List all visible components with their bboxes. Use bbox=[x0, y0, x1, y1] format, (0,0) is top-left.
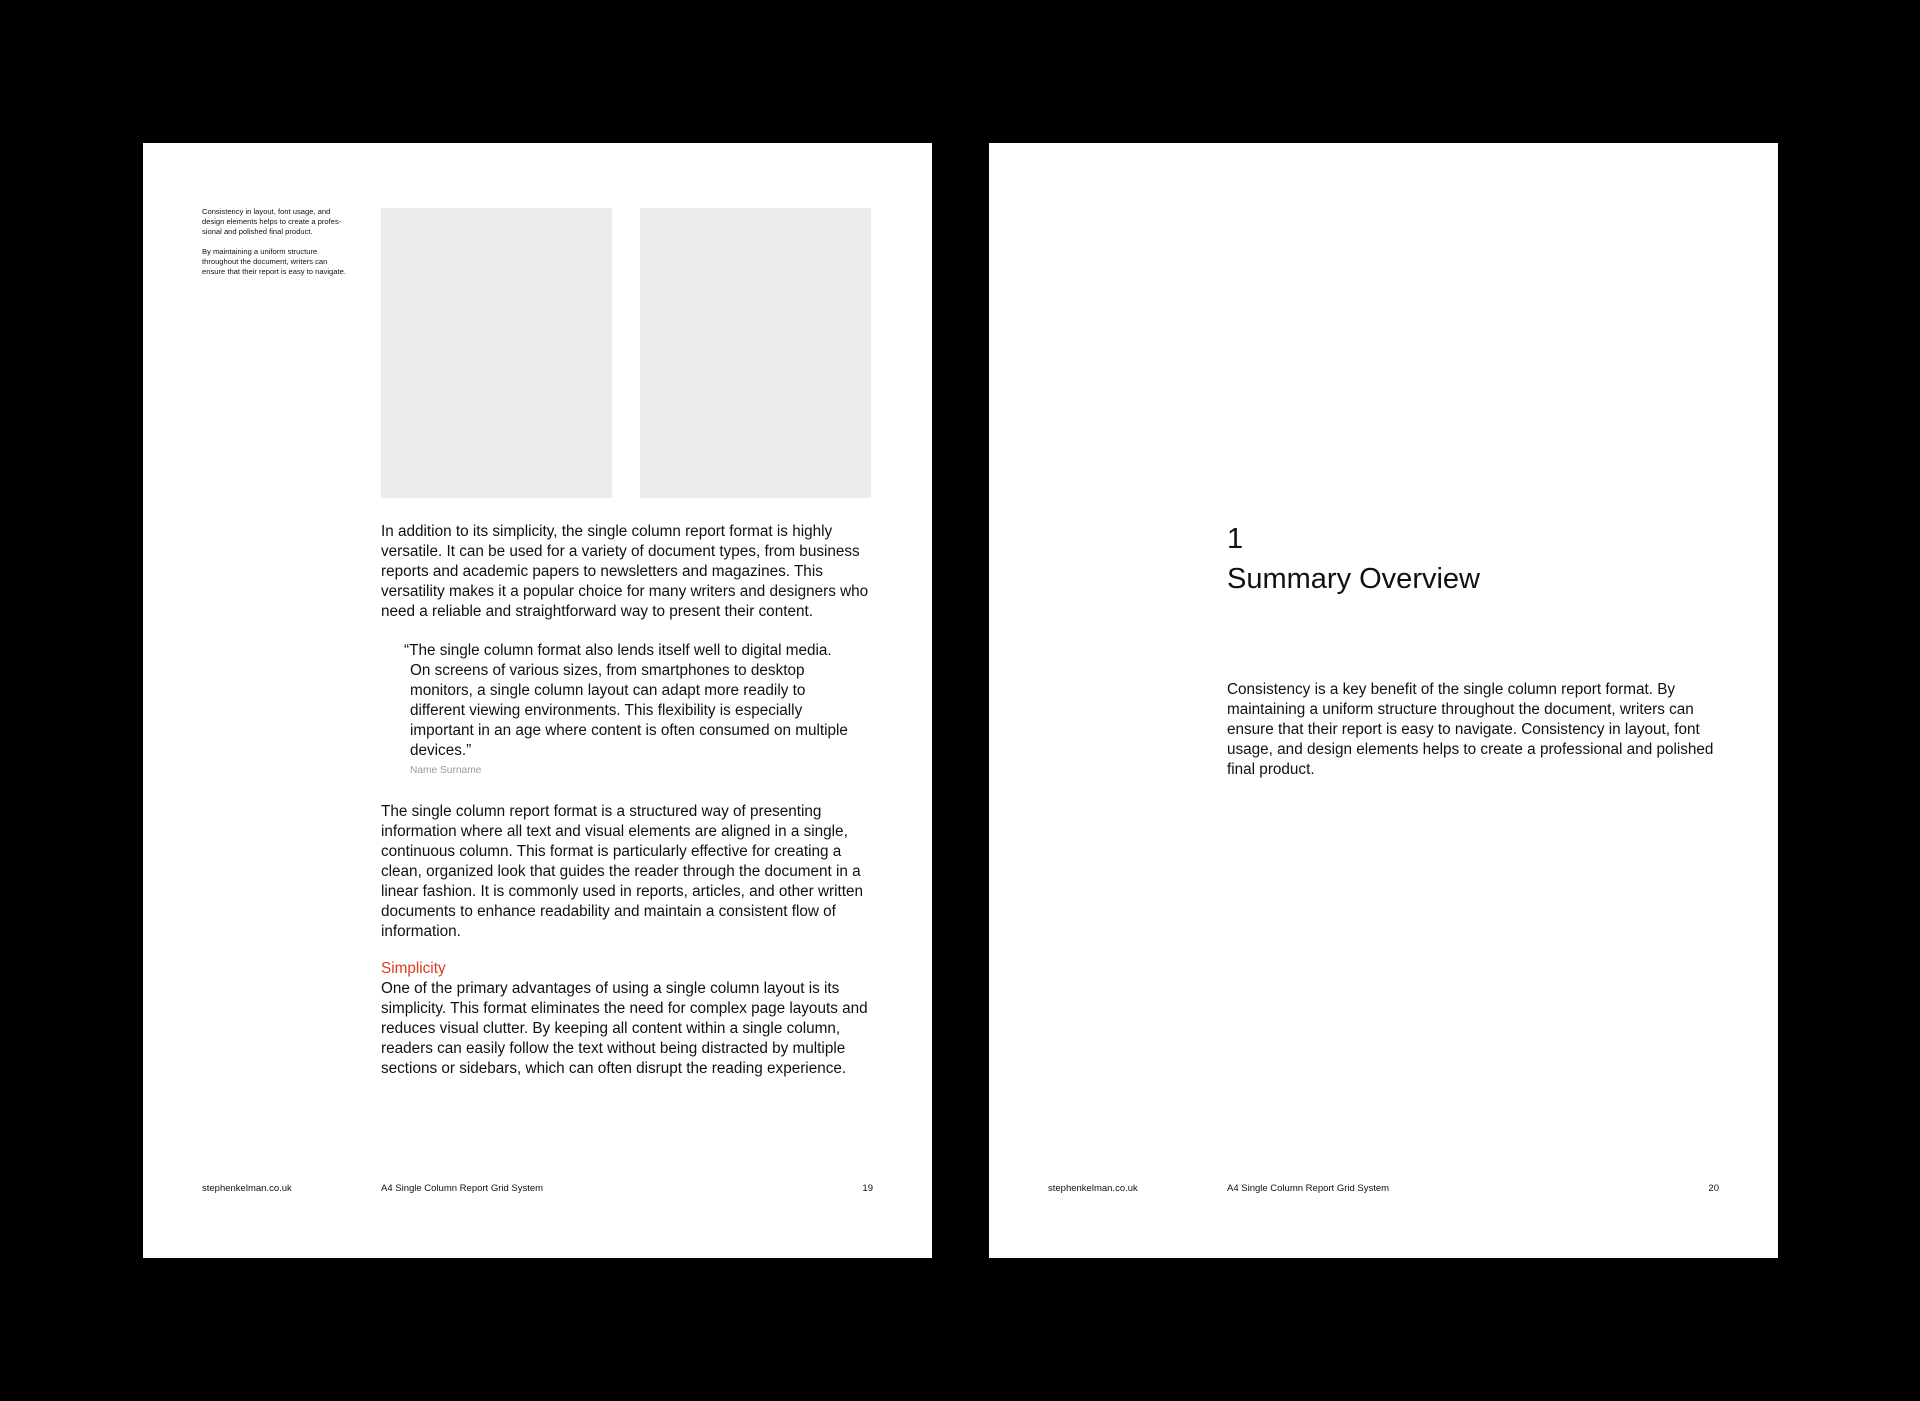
sidenote-paragraph-1: Consistency in layout, font usage, and design elements helps to create a profes-sional and polished final product. bbox=[202, 207, 342, 236]
chapter-heading bbox=[1227, 519, 1480, 599]
sidenote-paragraph-2: By maintaining a uniform structure throughout the document, writers can ensure that their report is easy to navigate. bbox=[202, 247, 346, 276]
footer-title: A4 Single Column Report Grid System bbox=[381, 1183, 544, 1194]
footer-page-number: 19 bbox=[862, 1183, 873, 1194]
footer-site: stephenkelman.co.uk bbox=[1048, 1183, 1138, 1194]
section-paragraph: One of the primary advantages of using a single column layout is its simplicity. This format eliminates the need for complex page layouts and reduces visual clutter. By keeping all content within a single column, readers can easily follow the text without being distracted by multiple sections or sidebars, which can often disrupt the reading experience. bbox=[381, 980, 868, 1077]
chapter-number: 1 bbox=[1227, 523, 1244, 555]
body-paragraph-1: In addition to its simplicity, the single column report format is highly versatile. It can be used for a variety of document types, from business reports and academic papers to newsletters and magazines. This versatility makes it a popular choice for many writers and designers who need a reliable and straightforward way to present their content. bbox=[381, 523, 869, 620]
quote-author: Name Surname bbox=[410, 765, 482, 776]
body-paragraph-2: The single column report format is a structured way of presenting information where all text and visual elements are aligned in a single, continuous column. This format is particularly effective for creating a clean, organized look that guides the reader through the document in a linear fashion. It is commonly used in reports, articles, and other written documents to enhance readability and maintain a consistent flow of information. bbox=[381, 803, 864, 940]
footer-title: A4 Single Column Report Grid System bbox=[1227, 1183, 1390, 1194]
chapter-title: Summary Overview bbox=[1227, 563, 1480, 595]
section-simplicity bbox=[381, 959, 876, 1079]
image-placeholder-1 bbox=[381, 208, 612, 498]
page-right bbox=[989, 143, 1778, 1258]
image-placeholder-2 bbox=[640, 208, 871, 498]
footer-page-number: 20 bbox=[1708, 1183, 1719, 1194]
section-heading: Simplicity bbox=[381, 960, 446, 977]
sidenote bbox=[202, 207, 352, 287]
summary-paragraph: Consistency is a key benefit of the single column report format. By maintaining a uniform structure throughout the document, writers can ensure that their report is easy to navigate. Consistency in layout, font usage, and design elements helps to create a professional and polished final product. bbox=[1227, 681, 1714, 778]
quote-text: “The single column format also lends itself well to digital media. On screens of various sizes, from smartphones to desktop monitors, a single column layout can adapt more readily to different viewing environments. This flexibility is especially important in an age where content is often consumed on multiple devices.” bbox=[404, 642, 848, 759]
page-left bbox=[143, 143, 932, 1258]
footer-site: stephenkelman.co.uk bbox=[202, 1183, 292, 1194]
pull-quote bbox=[404, 641, 854, 776]
